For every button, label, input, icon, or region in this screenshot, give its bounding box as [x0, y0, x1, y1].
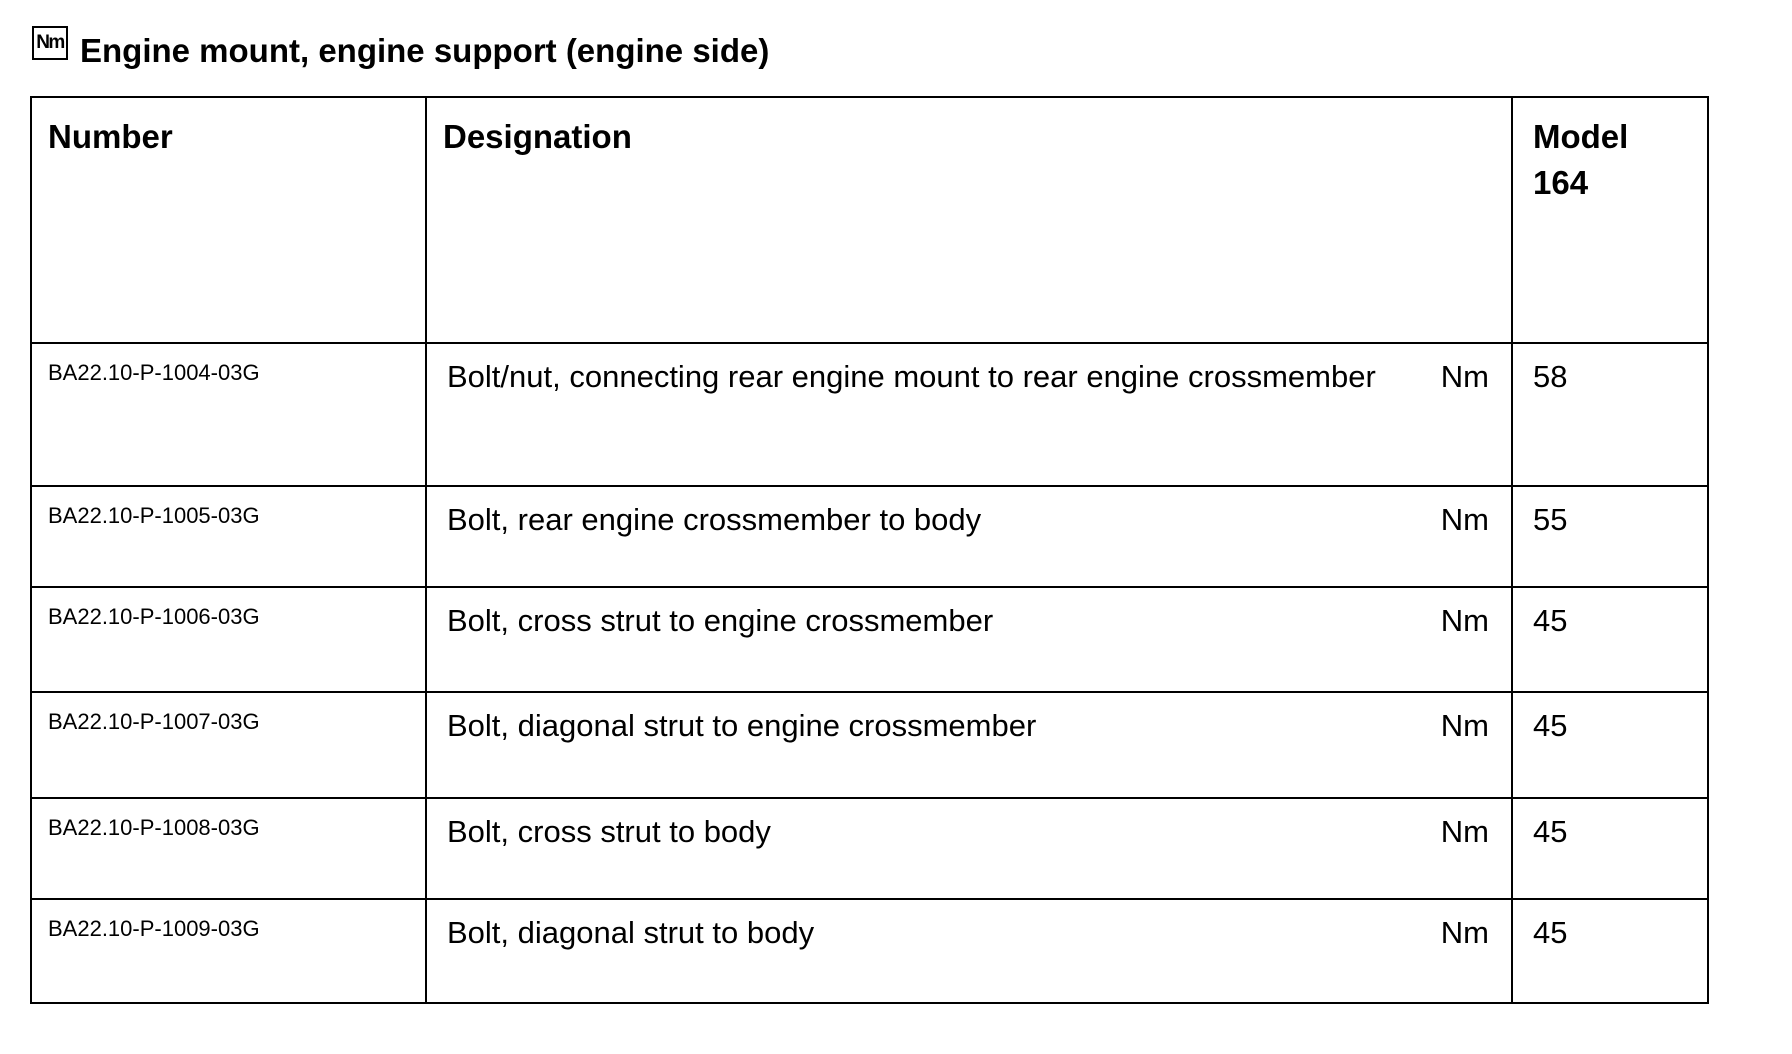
- unit-label: Nm: [1440, 603, 1489, 638]
- torque-value-cell: 45: [1512, 587, 1708, 692]
- document-number-cell: BA22.10-P-1009-03G: [31, 899, 426, 1003]
- designation-cell: [426, 692, 1512, 798]
- document-number-cell: BA22.10-P-1007-03G: [31, 692, 426, 798]
- designation-text: Bolt, diagonal strut to engine crossmember: [447, 708, 1037, 743]
- torque-spec-table: [30, 96, 1709, 1004]
- table-row: [31, 899, 1708, 1003]
- model-header-number: 164: [1533, 164, 1589, 201]
- column-header-number: Number: [31, 97, 426, 343]
- document-number-cell: BA22.10-P-1005-03G: [31, 486, 426, 587]
- document-number-cell: BA22.10-P-1004-03G: [31, 343, 426, 486]
- torque-value-cell: 45: [1512, 798, 1708, 899]
- designation-text: Bolt, diagonal strut to body: [447, 915, 815, 950]
- designation-text: Bolt, rear engine crossmember to body: [447, 502, 982, 537]
- document-number-cell: BA22.10-P-1006-03G: [31, 587, 426, 692]
- designation-cell: [426, 899, 1512, 1003]
- document-number-cell: BA22.10-P-1008-03G: [31, 798, 426, 899]
- column-header-designation: Designation: [426, 97, 1512, 343]
- unit-label: Nm: [1440, 502, 1489, 537]
- unit-label: Nm: [1440, 359, 1489, 394]
- section-title: Engine mount, engine support (engine side): [80, 32, 770, 69]
- designation-cell: [426, 343, 1512, 486]
- table-row: [31, 343, 1708, 486]
- designation-cell: [426, 587, 1512, 692]
- torque-value-cell: 58: [1512, 343, 1708, 486]
- model-header-label: Model: [1533, 118, 1629, 155]
- designation-text: Bolt, cross strut to body: [447, 814, 771, 849]
- table-row: [31, 486, 1708, 587]
- table-row: [31, 692, 1708, 798]
- unit-label: Nm: [1440, 915, 1489, 950]
- section-heading: [32, 26, 769, 67]
- table-header-row: [31, 97, 1708, 343]
- torque-nm-icon: Nm: [32, 26, 68, 60]
- torque-value-cell: 55: [1512, 486, 1708, 587]
- designation-cell: [426, 798, 1512, 899]
- torque-value-cell: 45: [1512, 692, 1708, 798]
- designation-text: Bolt, cross strut to engine crossmember: [447, 603, 994, 638]
- designation-text: Bolt/nut, connecting rear engine mount to rear engine crossmember: [447, 359, 1376, 394]
- column-header-model: [1512, 97, 1708, 343]
- torque-value-cell: 45: [1512, 899, 1708, 1003]
- designation-cell: [426, 486, 1512, 587]
- unit-label: Nm: [1440, 708, 1489, 743]
- table-row: [31, 798, 1708, 899]
- unit-label: Nm: [1440, 814, 1489, 849]
- table-row: [31, 587, 1708, 692]
